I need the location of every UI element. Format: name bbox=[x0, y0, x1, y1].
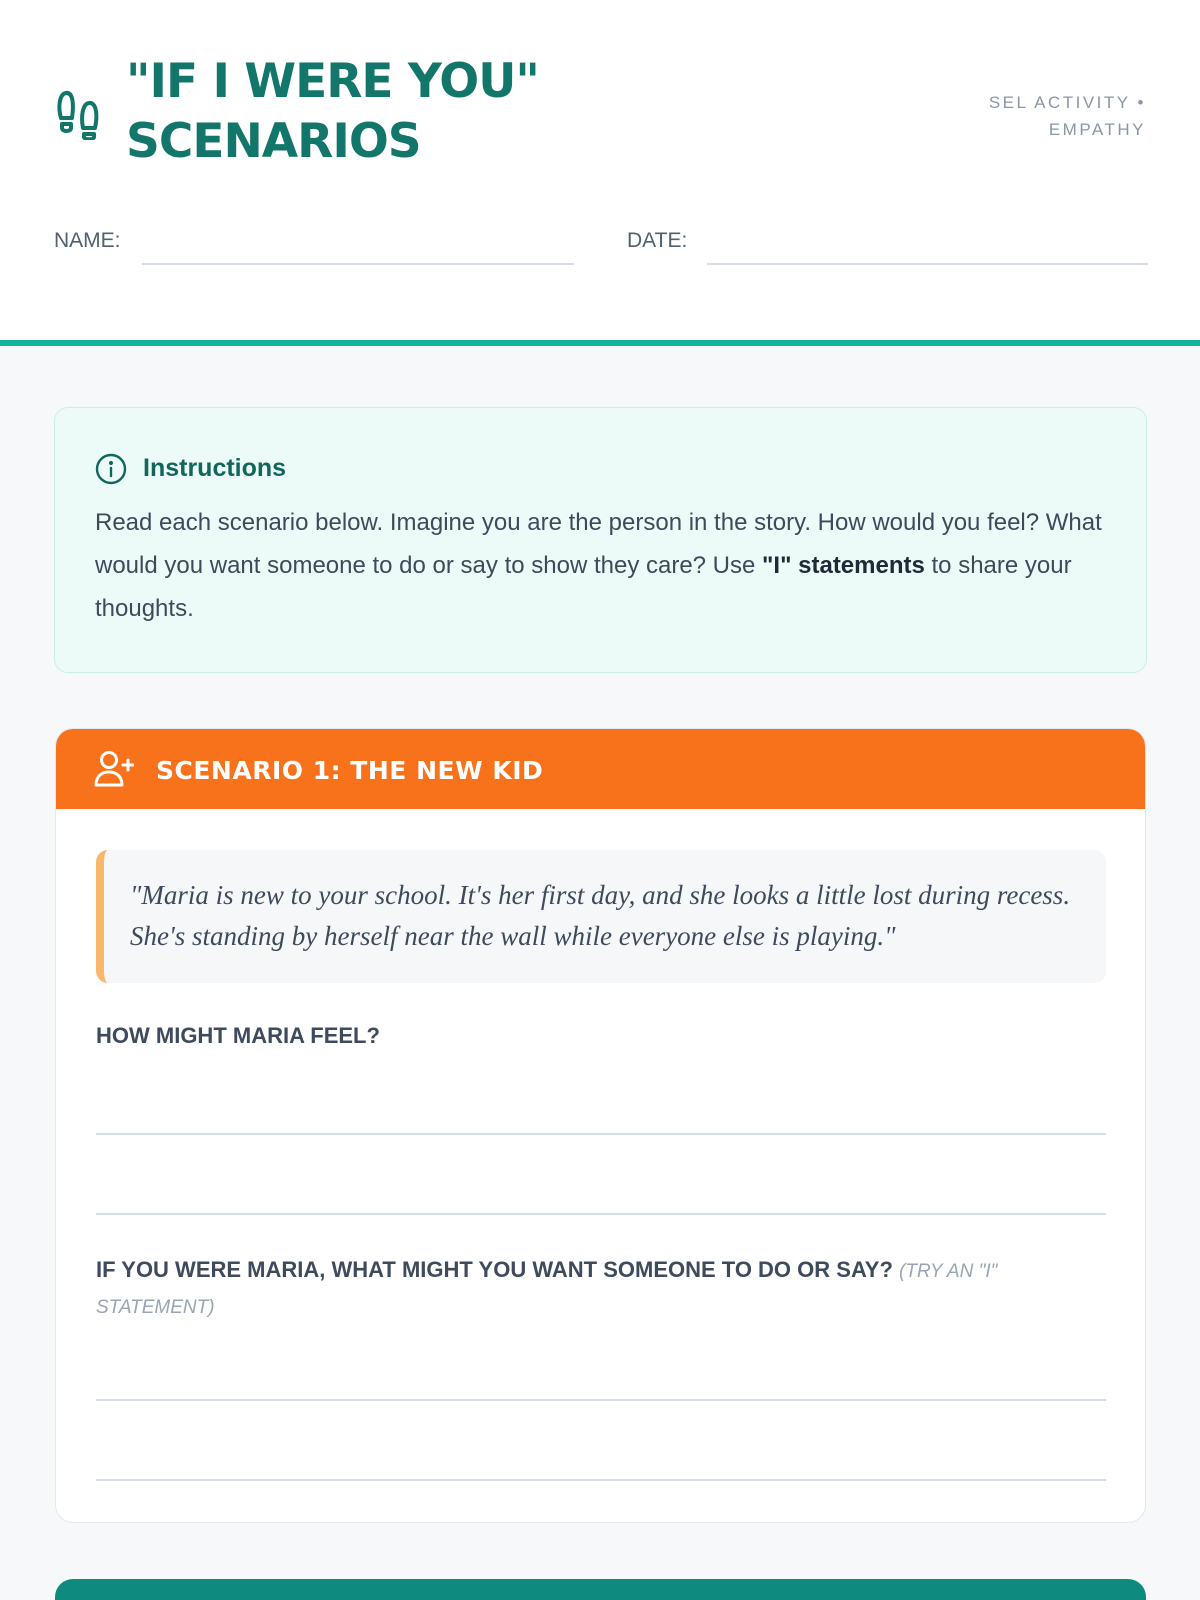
name-label: NAME: bbox=[54, 229, 121, 252]
instructions-text bbox=[95, 501, 1105, 630]
scenario-card bbox=[55, 728, 1146, 1523]
answer-line-2b[interactable] bbox=[96, 1479, 1106, 1481]
instructions-emphasis: "I" statements bbox=[762, 552, 925, 579]
user-plus-icon bbox=[94, 750, 134, 788]
worksheet-header bbox=[0, 0, 1200, 346]
date-label: DATE: bbox=[627, 229, 688, 252]
question-1-label: HOW MIGHT MARIA FEEL? bbox=[96, 1023, 380, 1048]
answer-line-1b[interactable] bbox=[96, 1213, 1106, 1215]
instructions-title: Instructions bbox=[143, 454, 287, 482]
scenario-title: SCENARIO 1: THE NEW KID bbox=[156, 756, 544, 785]
question-2-text: IF YOU WERE MARIA, WHAT MIGHT YOU WANT SOMEONE TO DO OR SAY? bbox=[96, 1257, 893, 1282]
answer-line-2a[interactable] bbox=[96, 1399, 1106, 1401]
date-field[interactable] bbox=[707, 263, 1148, 265]
info-icon bbox=[95, 453, 127, 485]
answer-line-1a[interactable] bbox=[96, 1133, 1106, 1135]
name-field[interactable] bbox=[142, 263, 574, 265]
question-2-hint: (TRY AN "I" STATEMENT) bbox=[96, 1261, 998, 1318]
instructions-text-end: to share your thoughts. bbox=[95, 552, 1072, 622]
next-scenario-header bbox=[55, 1579, 1146, 1600]
instructions-text-start: Read each scenario below. Imagine you are the person in the story. How would you feel? What would you want someone to do or say to show they care? Use bbox=[95, 509, 1102, 579]
page-title: "IF I WERE YOU" SCENARIOS bbox=[126, 54, 539, 169]
scenario-header bbox=[56, 729, 1145, 809]
instructions-box bbox=[54, 407, 1147, 673]
scenario-quote: "Maria is new to your school. It's her first day, and she looks a little lost during recess. She's standing by herself near the wall while everyone else is playing." bbox=[96, 850, 1106, 983]
question-2-label bbox=[96, 1253, 1106, 1325]
footprints-icon bbox=[55, 88, 105, 140]
activity-tagline: SEL ACTIVITY • EMPATHY bbox=[988, 93, 1146, 139]
